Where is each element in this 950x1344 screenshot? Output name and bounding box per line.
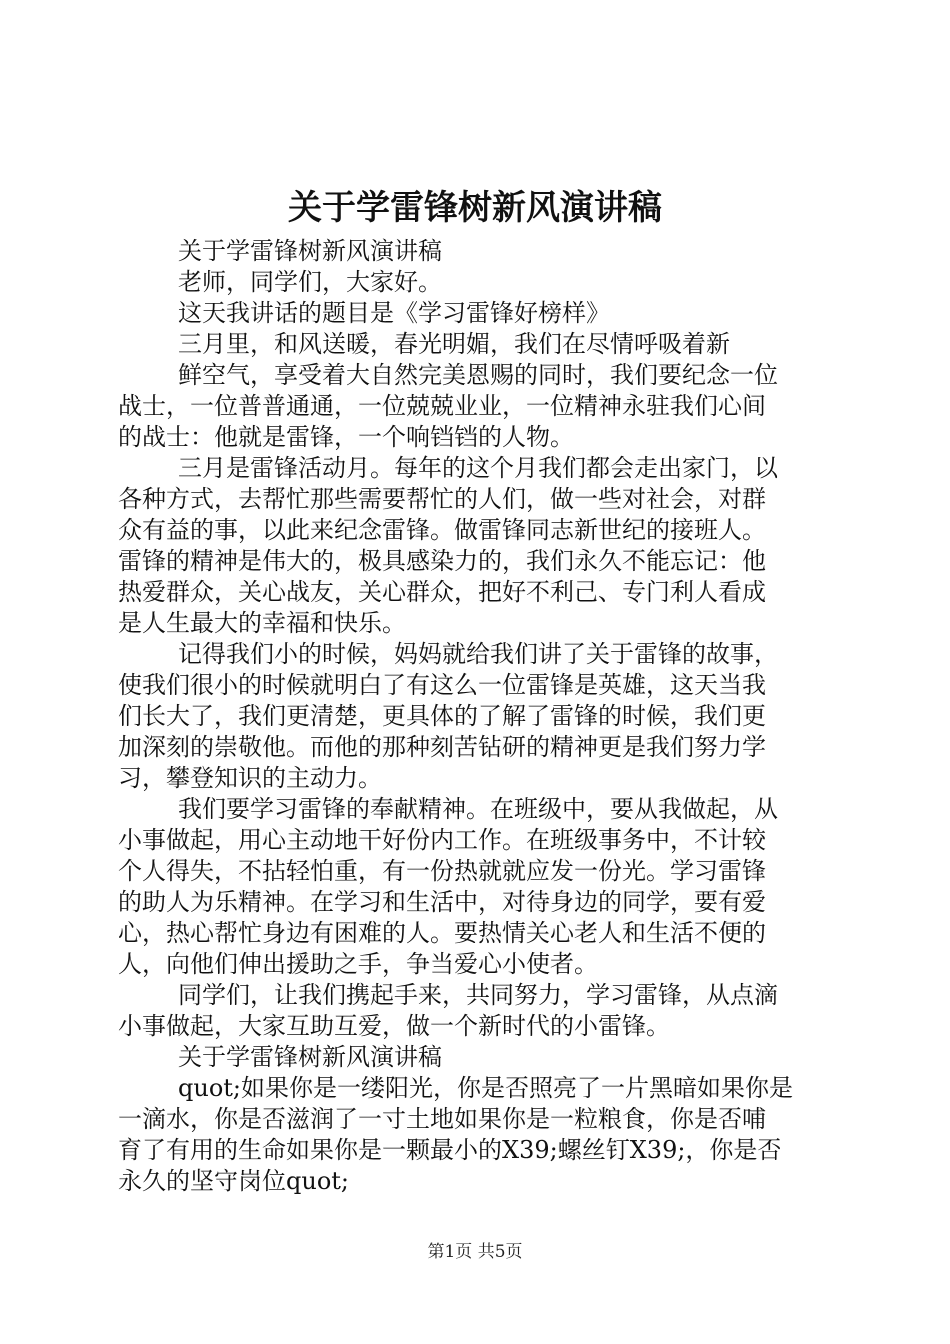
text-line: 小事做起，大家互助互爱，做一个新时代的小雷锋。 <box>118 1012 670 1040</box>
text-line: 这天我讲话的题目是《学习雷锋好榜样》 <box>178 299 610 327</box>
text-line: 一滴水，你是否滋润了一寸土地如果你是一粒粮食，你是否哺 <box>118 1105 766 1133</box>
text-line: quot;如果你是一缕阳光，你是否照亮了一片黑暗如果你是 <box>178 1074 793 1102</box>
text-line: 鲜空气，享受着大自然完美恩赐的同时，我们要纪念一位 <box>178 361 778 389</box>
text-line: 心，热心帮忙身边有困难的人。要热情关心老人和生活不便的 <box>118 919 766 947</box>
text-line: 同学们，让我们携起手来，共同努力，学习雷锋，从点滴 <box>178 981 778 1009</box>
text-line: 永久的坚守岗位quot; <box>118 1167 349 1195</box>
text-line: 三月里，和风送暖，春光明媚，我们在尽情呼吸着新 <box>178 330 730 358</box>
text-line: 热爱群众，关心战友，关心群众，把好不利己、专门利人看成 <box>118 578 766 606</box>
text-line: 记得我们小的时候，妈妈就给我们讲了关于雷锋的故事， <box>178 640 778 668</box>
text-line: 三月是雷锋活动月。每年的这个月我们都会走出家门，以 <box>178 454 778 482</box>
text-line: 战士，一位普普通通，一位兢兢业业，一位精神永驻我们心间 <box>118 392 766 420</box>
text-line: 雷锋的精神是伟大的，极具感染力的，我们永久不能忘记：他 <box>118 547 766 575</box>
text-line: 关于学雷锋树新风演讲稿 <box>178 237 442 265</box>
text-line: 使我们很小的时候就明白了有这么一位雷锋是英雄，这天当我 <box>118 671 766 699</box>
text-line: 个人得失，不拈轻怕重，有一份热就就应发一份光。学习雷锋 <box>118 857 766 885</box>
text-line: 老师，同学们，大家好。 <box>178 268 442 296</box>
text-line: 小事做起，用心主动地干好份内工作。在班级事务中，不计较 <box>118 826 766 854</box>
document-title: 关于学雷锋树新风演讲稿 <box>288 188 662 228</box>
text-line: 们长大了，我们更清楚，更具体的了解了雷锋的时候，我们更 <box>118 702 766 730</box>
text-line: 育了有用的生命如果你是一颗最小的X39;螺丝钉X39;，你是否 <box>118 1136 782 1164</box>
document-body <box>118 236 834 1197</box>
text-line: 各种方式，去帮忙那些需要帮忙的人们，做一些对社会，对群 <box>118 485 766 513</box>
text-line: 是人生最大的幸福和快乐。 <box>118 609 406 637</box>
text-line: 的助人为乐精神。在学习和生活中，对待身边的同学，要有爱 <box>118 888 766 916</box>
text-line: 习，攀登知识的主动力。 <box>118 764 382 792</box>
text-line: 关于学雷锋树新风演讲稿 <box>178 1043 442 1071</box>
text-line: 我们要学习雷锋的奉献精神。在班级中，要从我做起，从 <box>178 795 778 823</box>
text-line: 的战士：他就是雷锋，一个响铛铛的人物。 <box>118 423 574 451</box>
text-line: 众有益的事，以此来纪念雷锋。做雷锋同志新世纪的接班人。 <box>118 516 766 544</box>
page-number-footer: 第1页 共5页 <box>427 1242 523 1262</box>
text-line: 人，向他们伸出援助之手，争当爱心小使者。 <box>118 950 598 978</box>
text-line: 加深刻的崇敬他。而他的那种刻苦钻研的精神更是我们努力学 <box>118 733 766 761</box>
